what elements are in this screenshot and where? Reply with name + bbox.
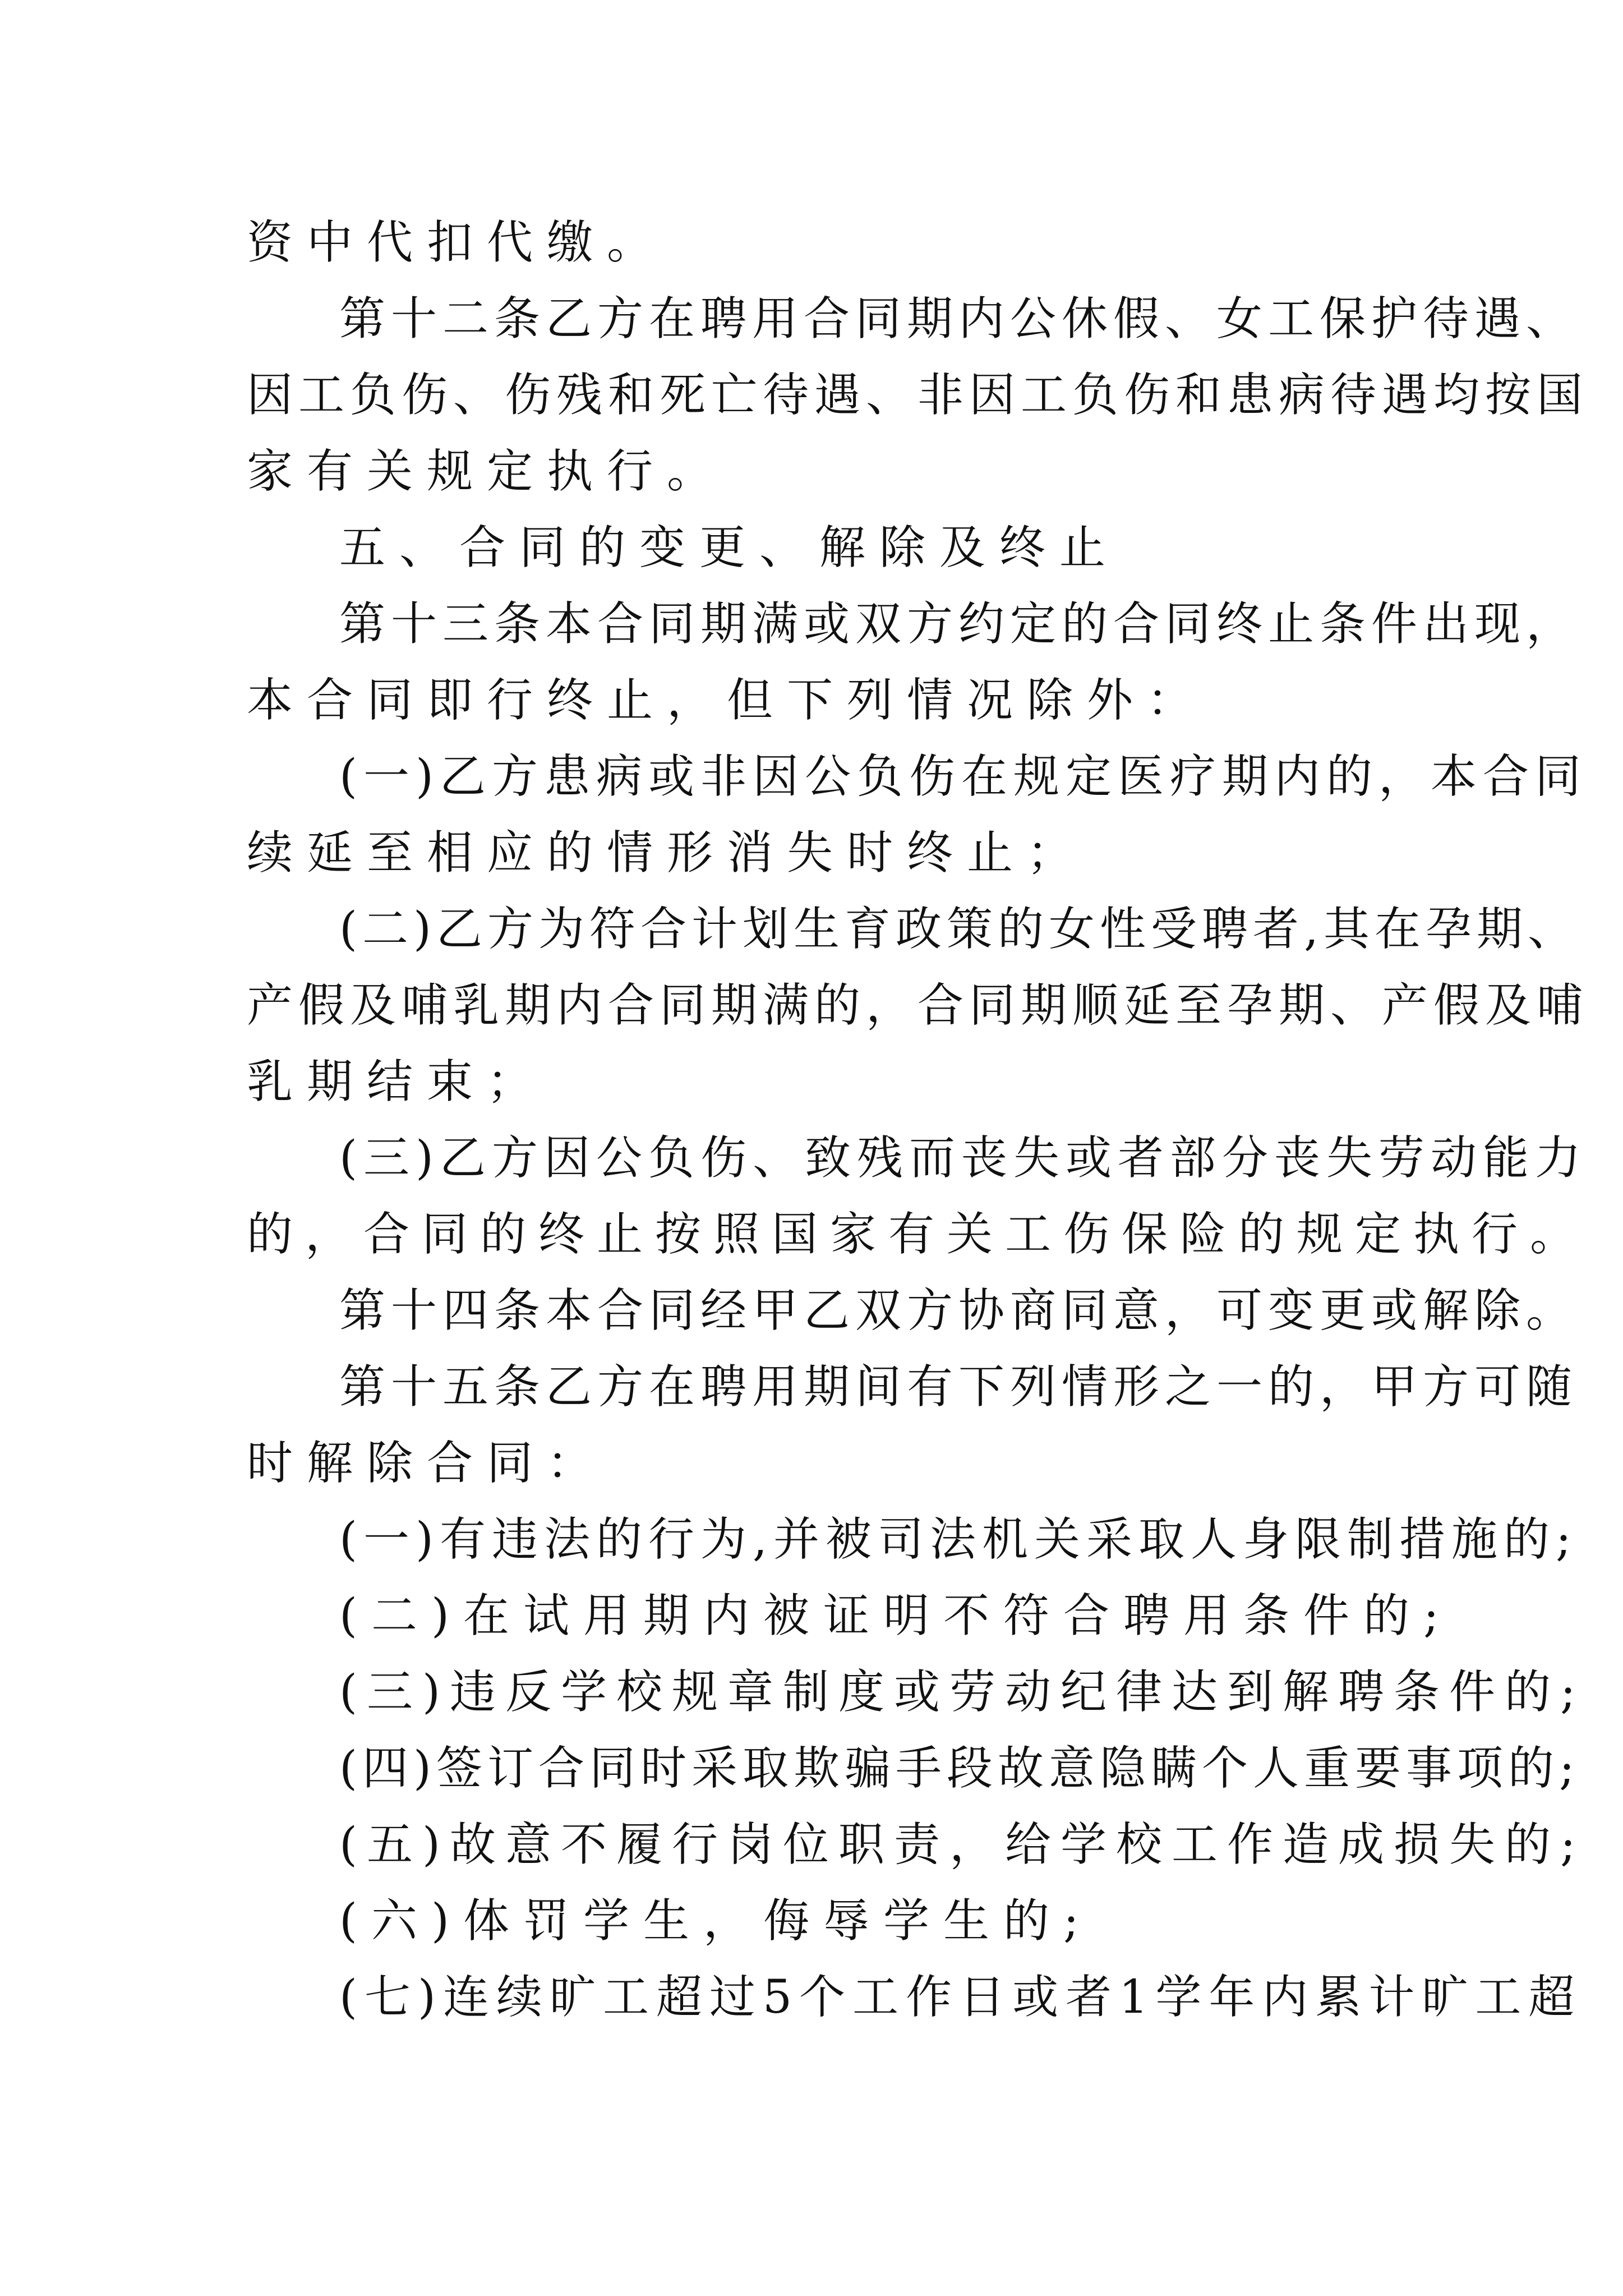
list-item-3: (三)违反学校规章制度或劳动纪律达到解聘条件的;: [339, 1665, 1585, 1719]
text-line-6: 第十三条本合同期满或双方约定的合同终止条件出现，: [339, 597, 1578, 651]
text-line-10: (二)乙方为符合计划生育政策的女性受聘者,其在孕期、: [339, 903, 1579, 956]
text-line-8: (一)乙方患病或非因公负伤在规定医疗期内的，本合同: [339, 750, 1587, 803]
text-line-3: 因工负伤、伤残和死亡待遇、非因工负伤和患病待遇均按国: [247, 369, 1589, 422]
text-line-2: 第十二条乙方在聘用合同期内公休假、女工保护待遇、: [339, 292, 1578, 346]
list-item-1: (一)有违法的行为,并被司法机关采取人身限制措施的;: [339, 1513, 1578, 1566]
text-line-15: 第十四条本合同经甲乙双方协商同意，可变更或解除。: [339, 1284, 1578, 1337]
list-item-5: (五)故意不履行岗位职责，给学校工作造成损失的;: [339, 1818, 1585, 1871]
list-item-7: (七)连续旷工超过5个工作日或者1学年内累计旷工超: [339, 1971, 1582, 2024]
text-line-13: (三)乙方因公负伤、致残而丧失或者部分丧失劳动能力: [339, 1131, 1587, 1185]
text-line-17: 时解除合同：: [247, 1437, 607, 1490]
text-line-9: 续延至相应的情形消失时终止；: [247, 826, 1087, 880]
text-line-1: 资中代扣代缴。: [247, 216, 667, 269]
section-heading: 五、合同的变更、解除及终止: [339, 521, 1120, 574]
text-line-16: 第十五条乙方在聘用期间有下列情形之一的，甲方可随: [339, 1360, 1578, 1414]
text-line-11: 产假及哺乳期内合同期满的，合同期顺延至孕期、产假及哺: [247, 979, 1589, 1032]
text-line-12: 乳期结束；: [247, 1055, 547, 1108]
text-line-4: 家有关规定执行。: [247, 445, 727, 498]
text-line-14: 的，合同的终止按照国家有关工伤保险的规定执行。: [247, 1208, 1589, 1261]
list-item-6: (六)体罚学生，侮辱学生的;: [339, 1894, 1093, 1948]
list-item-4: (四)签订合同时采取欺骗手段故意隐瞒个人重要事项的;: [339, 1742, 1580, 1795]
list-item-2: (二)在试用期内被证明不符合聘用条件的;: [339, 1589, 1453, 1642]
text-line-7: 本合同即行终止，但下列情况除外：: [247, 674, 1207, 727]
